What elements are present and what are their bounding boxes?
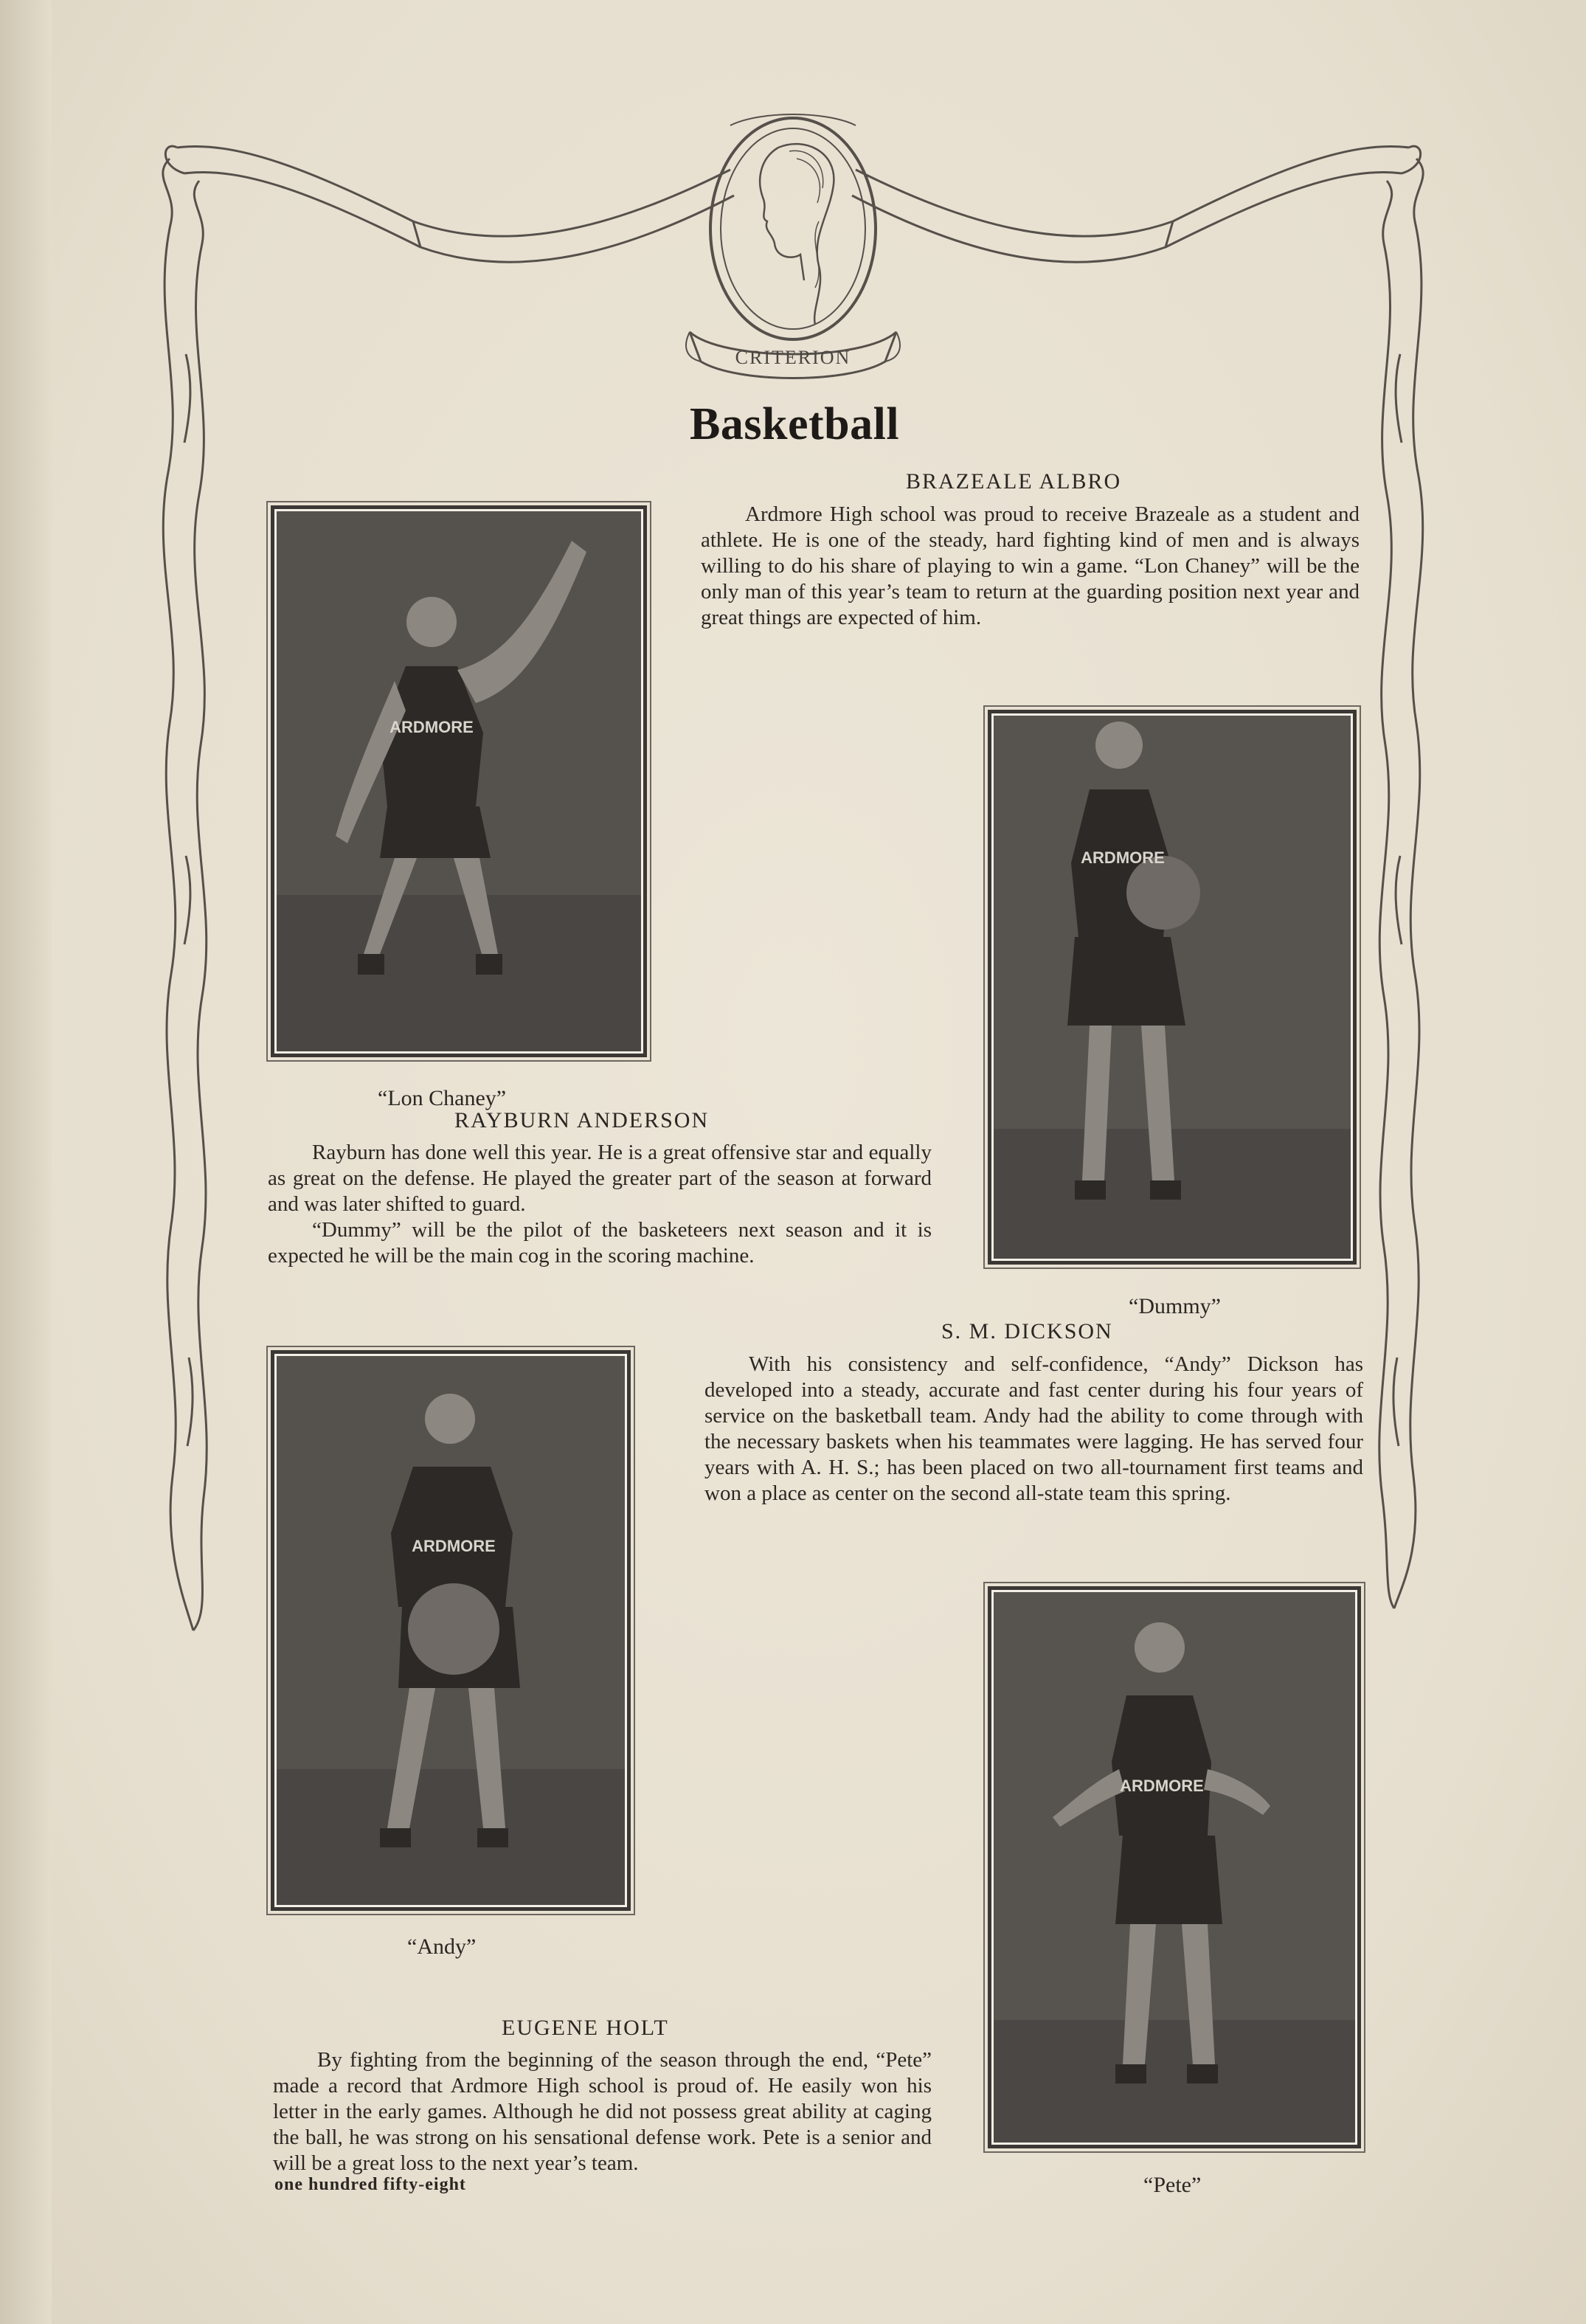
- jersey-lettering: ARDMORE: [1120, 1777, 1204, 1795]
- jersey-lettering: ARDMORE: [1081, 848, 1165, 867]
- nickname-caption-holt: “Pete”: [1143, 2173, 1202, 2197]
- player-photo-holt: [991, 1590, 1357, 2145]
- player-name-dickson: S. M. DICKSON: [941, 1319, 1113, 1343]
- bio-paragraph: Ardmore High school was proud to receive Brazeale as a student and athlete. He is one of the steady, hard fighting kind of men and is always willing to do his share of playing to win a game. “Lon Chaney” will be the only man of this year’s team to return at the guarding position next year and great things are expected of him.: [701, 502, 1360, 629]
- nickname-caption-anderson: “Dummy”: [1129, 1294, 1221, 1318]
- bio-paragraph: Rayburn has done well this year. He is a great offensive star and equally as great on the defense. He played the greater part of the season at forward and was later shifted to guard.: [268, 1141, 932, 1216]
- bio-paragraph: With his consistency and self-confidence, “Andy” Dickson has developed into a steady, accurate and fast center during his four years of service on the basketball team. Andy had the ability to come through with the necessary baskets when his teammates were lagging. He has served four years with A. H. S.; has been placed on two all-tournament first teams and won a place as center on the second all-state team this spring.: [704, 1352, 1363, 1505]
- player-bio-dickson: [704, 1352, 1363, 1507]
- nickname-caption-albro: “Lon Chaney”: [378, 1086, 507, 1110]
- page-number: one hundred fifty-eight: [274, 2175, 466, 2194]
- player-bio-holt: [273, 2047, 932, 2176]
- emblem-label: CRITERION: [735, 347, 851, 368]
- player-name-albro: BRAZEALE ALBRO: [906, 469, 1122, 494]
- player-photo-albro: [274, 509, 643, 1054]
- jersey-lettering: ARDMORE: [389, 718, 474, 736]
- bio-paragraph: By fighting from the beginning of the season through the end, “Pete” made a record that Ardmore High school is proud of. He easily won his letter in the early games. Although he did not possess great ability at caging the ball, he was strong on his sensational defense work. Pete is a senior and will be a great loss to the next year’s team.: [273, 2048, 932, 2175]
- bio-paragraph: “Dummy” will be the pilot of the basketeers next season and it is expected he will be the main cog in the scoring machine.: [268, 1218, 932, 1268]
- player-name-anderson: RAYBURN ANDERSON: [454, 1108, 710, 1132]
- player-name-holt: EUGENE HOLT: [502, 2016, 669, 2040]
- page-title: Basketball: [690, 399, 900, 449]
- jersey-lettering: ARDMORE: [412, 1537, 496, 1555]
- nickname-caption-dickson: “Andy”: [407, 1934, 477, 1959]
- player-photo-dickson: [274, 1354, 627, 1907]
- player-bio-anderson: [268, 1140, 932, 1269]
- player-bio-albro: [701, 502, 1360, 631]
- player-photo-anderson: [991, 713, 1353, 1261]
